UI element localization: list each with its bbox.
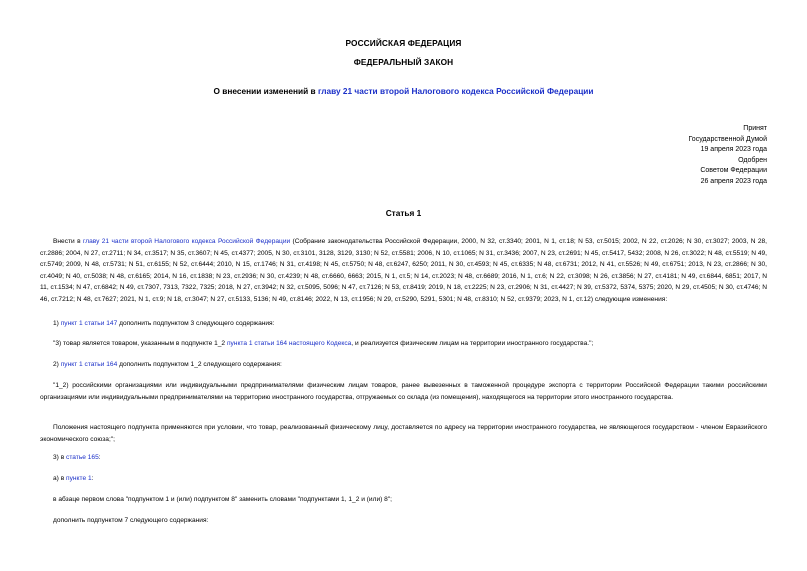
approval-date: 26 апреля 2023 года	[700, 177, 767, 185]
replacement-paragraph: в абзаце первом слова "подпунктом 1 и (или) подпунктом 8" заменить словами "подпунктами 1, 1_2 и (или) 8";	[53, 496, 393, 503]
addition-paragraph: дополнить подпунктом 7 следующего содержания:	[53, 517, 209, 524]
quoted-text-end: , и реализуется физическим лицам на территории иностранного государства.";	[351, 340, 594, 347]
article-heading: Статья 1	[385, 208, 422, 218]
item-1-paragraph	[40, 318, 767, 330]
intro-paragraph	[40, 236, 767, 306]
subitem-a-paragraph	[40, 473, 767, 485]
intro-link[interactable]: главу 21 части второй Налогового кодекса Российской Федерации	[82, 238, 291, 245]
subitem-letter: а) в	[53, 475, 67, 482]
law-title	[0, 86, 807, 96]
quoted-subitem-1-2: "1_2) российскими организациями или индивидуальными предпринимателями физическим лицам товаров, ранее вывезенных в таможенной процедуре экспорта с территории Российской Федерации такими российскими организациями или индивидуальными предпринимателями на территорию иностранного государства, отгружаемых со склада (из помещения), находящегося на территории этого иностранного государства.	[40, 382, 767, 401]
intro-citations: (Собрание законодательства Российской Федерации, 2000, N 32, ст.3340; 2001, N 1, ст.18; N 53, ст.5015; 2002, N 22, ст.2026; N 30, ст.3027; 2003, N 28, ст.2886; 2004, N 27, ст.2711; N 34, ст.3517; N 35, ст.3607; N 45, ст.4377; 2005, N 30, ст.3101, 3128, 3129, 3130; N 52, ст.5581; 2006, N 10, ст.1065; N 31, ст.3436; 2007, N 23, ст.2691; N 45, ст.5417, 5432; 2008, N 26, ст.3022; N 48, ст.5519; N 49, ст.5749; 2009, N 48, ст.5731; N 51, ст.6155; N 52, ст.6444; 2010, N 15, ст.1746; N 31, ст.4198; N 45, ст.5750; N 48, ст.6247, 6250; 2011, N 30, ст.4593; N 45, ст.6335; N 48, ст.6731; 2012, N 41, ст.5526; N 49, ст.6751; 2013, N 23, ст.2866; N 30, ст.4049; N 40, ст.5038; N 48, ст.6165; 2014, N 16, ст.1838; N 23, ст.2936; N 30, ст.4239; N 48, ст.6660, 6663; 2015, N 1, ст.5; N 14, ст.2023; N 48, ст.6689; 2016, N 1, ст.6; N 22, ст.3098; N 26, ст.3856; N 27, ст.4181; N 49, ст.6844, 6851; 2017, N 11, ст.1534; N 47, ст.6842; N 49, ст.7307, 7313, 7322, 7325; 2018, N 27, ст.3942; N 32, ст.5095, 5096; N 47, ст.7126; N 53, ст.8419; 2019, N 18, ст.2225; N 23, ст.2906; N 31, ст.4427; N 39, ст.5372, 5374, 5375; 2020, N 29, ст.4505; N 30, ст.4746; N 46, ст.7212; N 48, ст.7627; 2021, N 1, ст.9; N 18, ст.3047; N 27, ст.5133, 5136; N 49, ст.8146; 2022, N 13, ст.1956; N 29, ст.5290, 5291, 5301; N 48, ст.8310; N 52, ст.9379; 2023, N 1, ст.12) следующие изменения:	[40, 238, 768, 303]
subitem-a-text: :	[91, 475, 94, 482]
quoted-text: "3) товар является товаром, указанным в подпункте 1_2	[53, 340, 227, 347]
item-number: 3) в	[53, 454, 67, 461]
intro-text: Внести в	[53, 238, 83, 245]
adoption-block	[688, 124, 767, 188]
approval-line: Одобрен	[738, 156, 767, 164]
subitem-a-link[interactable]: пункте 1	[66, 475, 92, 482]
quoted-link[interactable]: пункта 1 статьи 164 настоящего Кодекса	[226, 340, 352, 347]
item-2-text: дополнить подпунктом 1_2 следующего содержания:	[117, 361, 282, 368]
quoted-subitem-3	[40, 338, 767, 350]
item-1-text: дополнить подпунктом 3 следующего содержания:	[117, 320, 275, 327]
item-1-link[interactable]: пункт 1 статьи 147	[60, 320, 118, 327]
item-3-paragraph	[40, 452, 767, 464]
approval-line: Советом Федерации	[700, 167, 767, 175]
item-3-text: :	[98, 454, 101, 461]
item-number: 2)	[53, 361, 61, 368]
document-type-heading: ФЕДЕРАЛЬНЫЙ ЗАКОН	[353, 57, 454, 67]
adoption-date: 19 апреля 2023 года	[700, 146, 767, 154]
country-heading: РОССИЙСКАЯ ФЕДЕРАЦИЯ	[345, 38, 462, 48]
item-number: 1)	[53, 320, 61, 327]
law-title-text: О внесении изменений в	[213, 86, 318, 96]
adoption-line: Государственной Думой	[688, 135, 767, 143]
law-title-link[interactable]: главу 21 части второй Налогового кодекса Российской Федерации	[317, 86, 594, 96]
item-2-paragraph	[40, 359, 767, 371]
adoption-line: Принят	[743, 125, 767, 132]
item-3-link[interactable]: статье 165	[66, 454, 99, 461]
item-2-link[interactable]: пункт 1 статьи 164	[60, 361, 118, 368]
provision-paragraph: Положения настоящего подпункта применяются при условии, что товар, реализованный физическому лицу, доставляется по адресу на территории иностранного государства, не являющегося государством - членом Евразийского экономического союза;";	[40, 424, 767, 443]
